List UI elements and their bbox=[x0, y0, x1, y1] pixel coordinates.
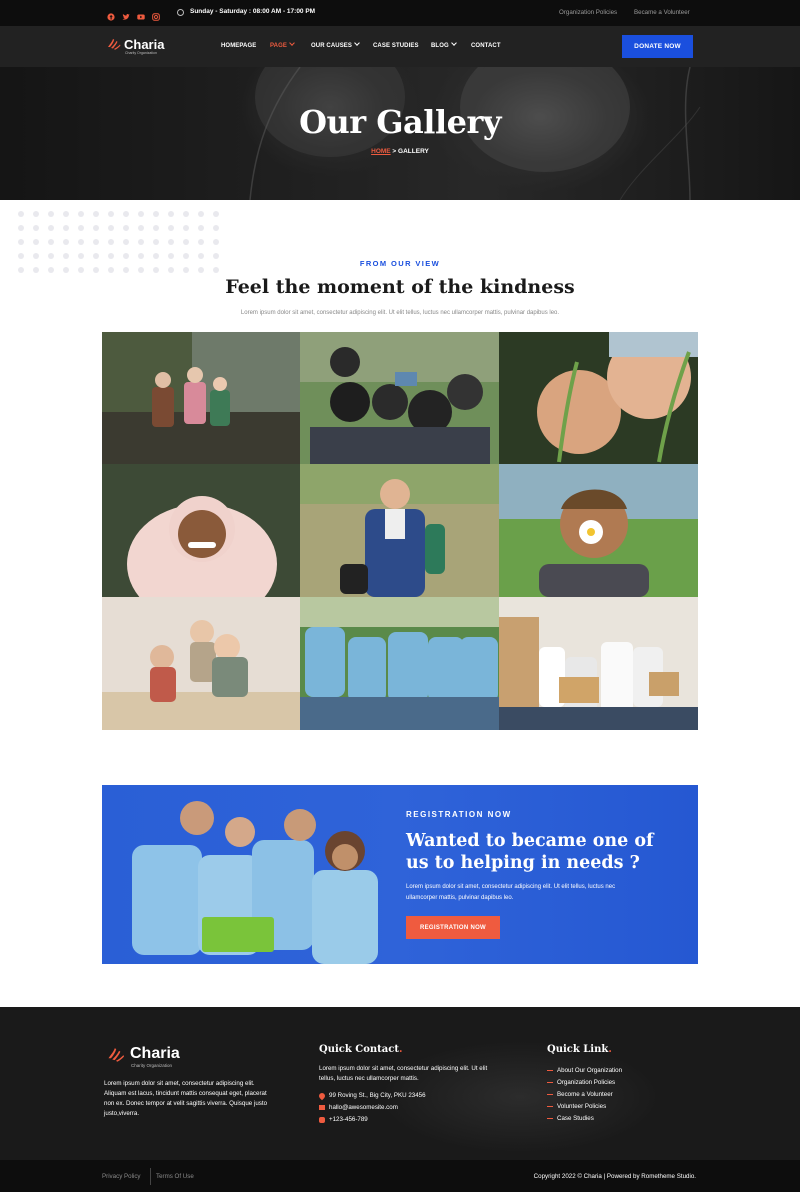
copyright-text: Copyright 2022 © Charia | Powered by Rometheme Studio. bbox=[533, 1173, 696, 1180]
topbar-link-organization-policies[interactable]: Organization Policies bbox=[559, 9, 618, 16]
topbar-link-became-volunteer[interactable]: Became a Volunteer bbox=[634, 9, 690, 16]
youtube-icon[interactable] bbox=[137, 8, 145, 16]
logo-hands-icon[interactable] bbox=[107, 38, 121, 50]
decorative-dot bbox=[93, 239, 99, 245]
gallery-photo-kids-on-steps[interactable] bbox=[102, 332, 300, 464]
decorative-dot bbox=[183, 225, 189, 231]
section-title: Feel the moment of the kindness bbox=[225, 276, 575, 298]
quick-contact-text: Lorem ipsum dolor sit amet, consectetur adipiscing elit. Ut elit tellus, luctus nec ullamcorper mattis. bbox=[319, 1065, 488, 1082]
gallery-photo-group-children[interactable] bbox=[300, 332, 499, 464]
clock-icon bbox=[177, 9, 184, 16]
location-pin-icon bbox=[318, 1091, 326, 1099]
decorative-dot bbox=[63, 211, 69, 217]
decorative-dot bbox=[213, 211, 219, 217]
decorative-dot bbox=[48, 225, 54, 231]
dash-icon bbox=[547, 1070, 553, 1071]
decorative-dot bbox=[48, 211, 54, 217]
decorative-dot bbox=[168, 239, 174, 245]
decorative-dot bbox=[93, 211, 99, 217]
decorative-dot bbox=[18, 225, 24, 231]
decorative-dot bbox=[123, 211, 129, 217]
nav-item-homepage[interactable]: HOMEPAGE bbox=[221, 43, 257, 49]
decorative-dot bbox=[168, 211, 174, 217]
facebook-icon[interactable] bbox=[107, 8, 115, 16]
decorative-dot bbox=[18, 239, 24, 245]
page-title: Our Gallery bbox=[299, 103, 501, 141]
nav-item-page[interactable]: PAGE bbox=[270, 43, 294, 49]
quick-link-about[interactable]: About Our Organization bbox=[547, 1067, 622, 1074]
breadcrumb-current: GALLERY bbox=[398, 148, 429, 155]
decorative-dot bbox=[78, 225, 84, 231]
decorative-dot bbox=[213, 239, 219, 245]
gallery-photo-volunteer-team[interactable] bbox=[300, 597, 499, 730]
decorative-dot bbox=[48, 239, 54, 245]
footer-brand-tagline: Charity Organization bbox=[131, 1063, 173, 1068]
breadcrumb bbox=[0, 148, 800, 155]
footer-logo-hands-icon[interactable] bbox=[107, 1047, 125, 1062]
gallery-photo-boy-flower[interactable] bbox=[499, 464, 698, 597]
instagram-icon[interactable] bbox=[152, 8, 160, 16]
decorative-dot bbox=[183, 211, 189, 217]
decorative-dot bbox=[198, 225, 204, 231]
quick-link-policies[interactable]: Organization Policies bbox=[547, 1079, 615, 1086]
social-links bbox=[107, 8, 160, 16]
dash-icon bbox=[547, 1082, 553, 1083]
registration-body: Lorem ipsum dolor sit amet, consectetur adipiscing elit. Ut elit tellus, luctus nec ullamcorper mattis, pulvinar dapibus leo. bbox=[406, 884, 616, 901]
decorative-dot bbox=[168, 225, 174, 231]
registration-banner bbox=[102, 785, 698, 964]
gallery-photo-volunteer-man[interactable] bbox=[300, 464, 499, 597]
quick-link-volunteer[interactable]: Become a Volunteer bbox=[547, 1091, 613, 1098]
quick-link-heading: Quick Link. bbox=[547, 1044, 612, 1055]
chevron-down-icon bbox=[354, 40, 360, 46]
decorative-dot bbox=[33, 239, 39, 245]
contact-email[interactable]: hallo@awesomesite.com bbox=[319, 1104, 398, 1111]
decorative-dot bbox=[198, 239, 204, 245]
nav-item-our-causes[interactable]: OUR CAUSES bbox=[311, 43, 359, 49]
decorative-dot bbox=[108, 239, 114, 245]
registration-now-button[interactable]: REGISTRATION NOW bbox=[406, 916, 500, 939]
bottom-bar bbox=[0, 1160, 800, 1192]
nav-item-contact[interactable]: CONTACT bbox=[471, 43, 501, 49]
breadcrumb-home-link[interactable]: HOME bbox=[371, 148, 391, 155]
opening-hours: Sunday - Saturday : 08:00 AM - 17:00 PM bbox=[190, 8, 316, 15]
quick-link-case-studies[interactable]: Case Studies bbox=[547, 1115, 594, 1122]
contact-phone[interactable]: +123-456-789 bbox=[319, 1116, 368, 1123]
envelope-icon bbox=[319, 1105, 325, 1110]
registration-eyebrow: REGISTRATION NOW bbox=[406, 810, 512, 819]
breadcrumb-separator: > bbox=[390, 148, 399, 155]
twitter-icon[interactable] bbox=[122, 8, 130, 16]
top-bar bbox=[0, 0, 800, 26]
photo-gallery bbox=[102, 332, 698, 730]
gallery-photo-smiling-faces-fern[interactable] bbox=[499, 332, 698, 464]
nav-item-case-studies[interactable]: CASE STUDIES bbox=[373, 43, 419, 49]
footer bbox=[0, 1007, 800, 1160]
contact-address: 99 Roving St., Big City, PKU 23456 bbox=[319, 1092, 426, 1099]
page-hero bbox=[0, 67, 800, 200]
section-lead-text: Lorem ipsum dolor sit amet, consectetur adipiscing elit. Ut elit tellus, luctus nec ullamcorper mattis, pulvinar dapibus leo. bbox=[240, 310, 560, 316]
decorative-dot bbox=[213, 225, 219, 231]
nav-item-blog[interactable]: BLOG bbox=[431, 43, 456, 49]
registration-title: Wanted to became one of us to helping in needs ? bbox=[406, 831, 654, 873]
chevron-down-icon bbox=[289, 40, 295, 46]
phone-icon bbox=[319, 1117, 325, 1123]
quick-link-volunteer-policies[interactable]: Volunteer Policies bbox=[547, 1103, 606, 1110]
dash-icon bbox=[547, 1094, 553, 1095]
section-eyebrow: FROM OUR VIEW bbox=[359, 259, 441, 268]
brand-tagline: Charity Organization bbox=[125, 51, 157, 55]
decorative-dot bbox=[183, 239, 189, 245]
decorative-dot bbox=[153, 225, 159, 231]
privacy-policy-link[interactable]: Privacy Policy bbox=[102, 1173, 141, 1180]
decorative-dot bbox=[153, 211, 159, 217]
terms-of-use-link[interactable]: Terms Of Use bbox=[156, 1173, 194, 1180]
gallery-photo-kids-on-bed[interactable] bbox=[102, 597, 300, 730]
dash-icon bbox=[547, 1118, 553, 1119]
decorative-dot bbox=[78, 239, 84, 245]
decorative-dot bbox=[153, 239, 159, 245]
registration-volunteers-photo bbox=[102, 785, 402, 964]
decorative-dot bbox=[138, 211, 144, 217]
decorative-dot bbox=[198, 211, 204, 217]
decorative-dot bbox=[123, 239, 129, 245]
decorative-dot bbox=[138, 225, 144, 231]
decorative-dot bbox=[33, 225, 39, 231]
footer-about-text: Lorem ipsum dolor sit amet, consectetur adipiscing elit. Aliquam est lacus, tincidunt mattis consequat eget, placerat non ex. Donec tempor at velit sagittis viverra. Quisque justo justo,viverra. bbox=[104, 1080, 268, 1117]
decorative-dot bbox=[18, 211, 24, 217]
quick-contact-heading: Quick Contact. bbox=[319, 1044, 403, 1055]
brand-name[interactable]: Charia bbox=[124, 37, 165, 52]
decorative-dot bbox=[108, 211, 114, 217]
gallery-photo-volunteers-boxes[interactable] bbox=[499, 597, 698, 730]
decorative-dot bbox=[108, 225, 114, 231]
divider bbox=[150, 1168, 151, 1185]
decorative-dot bbox=[78, 211, 84, 217]
decorative-dot bbox=[63, 225, 69, 231]
chevron-down-icon bbox=[451, 40, 457, 46]
decorative-dot bbox=[63, 239, 69, 245]
decorative-dot bbox=[123, 225, 129, 231]
donate-now-button[interactable]: DONATE NOW bbox=[622, 35, 693, 58]
footer-brand-name[interactable]: Charia bbox=[130, 1045, 180, 1062]
gallery-photo-girl-hood[interactable] bbox=[102, 464, 300, 597]
decorative-dot bbox=[93, 225, 99, 231]
decorative-dot bbox=[33, 211, 39, 217]
dash-icon bbox=[547, 1106, 553, 1107]
decorative-dot bbox=[138, 239, 144, 245]
